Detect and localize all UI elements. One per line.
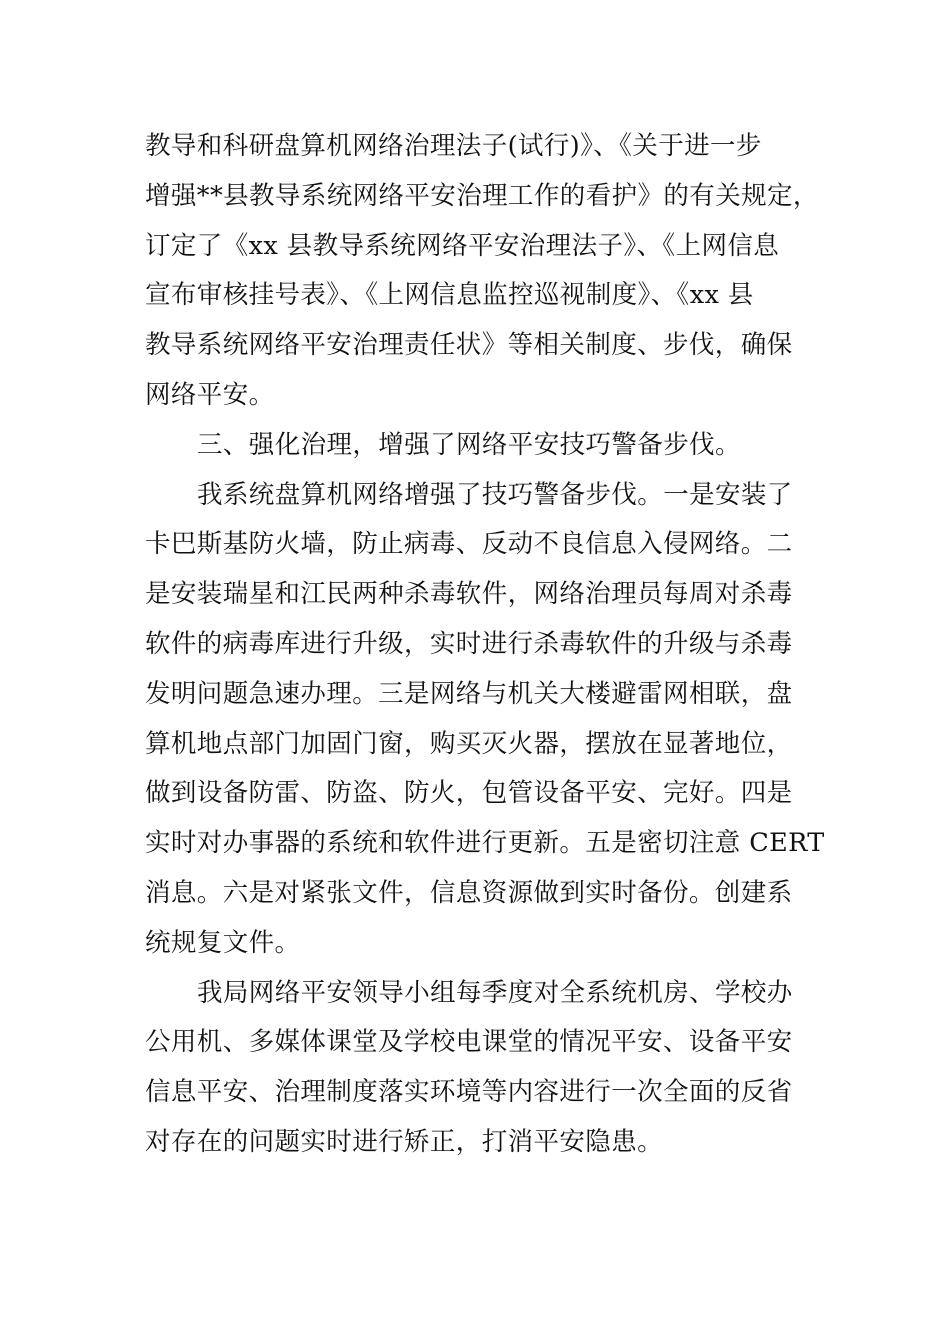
- paragraph-2: [145, 471, 825, 969]
- text-line: 网络平安。: [145, 379, 275, 410]
- text-line: 公用机、多媒体课堂及学校电课堂的情况平安、设备平安: [145, 1027, 793, 1058]
- text-line: 统规复文件。: [145, 927, 301, 958]
- text-line: 增强**县教导系统网络平安治理工作的看护》的有关规定，: [145, 180, 819, 211]
- text-line: 对存在的问题实时进行矫正，打消平安隐患。: [145, 1126, 664, 1157]
- text-line: 我系统盘算机网络增强了技巧警备步伐。一是安装了: [197, 479, 793, 510]
- paragraph-1: [145, 122, 819, 421]
- section-heading-3: [145, 421, 810, 471]
- text-line: 我局网络平安领导小组每季度对全系统机房、学校办: [197, 977, 793, 1008]
- text-line: 信息平安、治理制度落实环境等内容进行一次全面的反省: [145, 1077, 793, 1108]
- text-line: 实时对办事器的系统和软件进行更新。五是密切注意 CERT: [145, 828, 825, 859]
- text-line: 算机地点部门加固门窗，购买灭火器，摆放在显著地位，: [145, 728, 793, 759]
- text-line: 做到设备防雷、防盗、防火，包管设备平安、完好。四是: [145, 778, 793, 809]
- text-line: 教导系统网络平安治理责任状》等相关制度、步伐，确保: [145, 330, 793, 361]
- text-line: 卡巴斯基防火墙，防止病毒、反动不良信息入侵网络。二: [145, 529, 793, 560]
- text-line: 消息。六是对紧张文件，信息资源做到实时备份。创建系: [145, 877, 793, 908]
- text-line: 宣布审核挂号表》、《上网信息监控巡视制度》、《xx 县: [145, 280, 754, 311]
- document-body: [145, 122, 825, 1168]
- text-line: 订定了《xx 县教导系统网络平安治理法子》、《上网信息: [145, 230, 780, 261]
- text-line: 是安装瑞星和江民两种杀毒软件，网络治理员每周对杀毒: [145, 579, 793, 610]
- heading-text: 三、强化治理，增强了网络平安技巧警备步伐。: [197, 429, 741, 460]
- text-line: 教导和科研盘算机网络治理法子(试行)》、《关于进一步: [145, 131, 762, 161]
- text-line: 发明问题急速办理。三是网络与机关大楼避雷网相联，盘: [145, 678, 793, 709]
- text-line: 软件的病毒库进行升级，实时进行杀毒软件的升级与杀毒: [145, 628, 793, 659]
- paragraph-3: [145, 969, 810, 1168]
